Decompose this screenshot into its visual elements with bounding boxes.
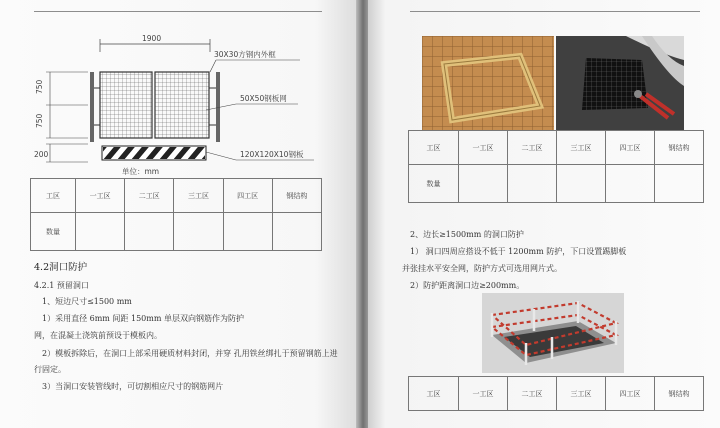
paragraph-line: 2、边长≥1500mm 的洞口防护 [410,230,524,239]
table-header-cell: 工区 [409,131,459,165]
table-header-cell: 二工区 [508,377,557,411]
table-header-cell: 四工区 [606,377,655,411]
left-quantity-table [30,178,322,251]
table-header-cell: 三工区 [557,377,606,411]
left-post [90,72,94,142]
hole-cover-grid-photo [556,36,684,130]
table-header-row [409,131,704,165]
paragraph-line: 行固定。 [34,365,66,374]
frame-label: 30X30方钢内外框 [214,50,276,59]
paragraph-line: 1）采用直径 6mm 间距 150mm 单层双向钢筋作为防护 [42,314,244,323]
table-header-row [409,377,704,411]
height-label-bottom: 750 [35,113,44,128]
paragraph-line: 3）当洞口安装管线时，可切割相应尺寸的钢筋网片 [42,382,224,391]
height-label-top: 750 [35,79,44,94]
right-bottom-table [408,376,704,411]
mesh-label: 50X50钢板网 [240,94,287,103]
table-header-cell: 工区 [31,179,76,213]
hole-guardrail-photo [482,293,624,373]
table-header-cell: 二工区 [125,179,174,213]
right-post [216,72,220,142]
table-header-cell: 钢结构 [655,377,704,411]
base-plate-label: 120X120X10钢板 [240,150,304,159]
right-page [368,0,720,428]
table-header-cell: 四工区 [223,179,272,213]
header-rule [34,11,322,12]
table-row-label: 数量 [409,165,459,203]
paragraph-line: 2）防护距离洞口边≥200mm。 [410,281,525,290]
base-height-label: 200 [34,150,49,159]
fence-panel-diagram [30,30,330,178]
table-row-label: 数量 [31,213,76,251]
unit-label: 单位：mm [122,167,160,176]
table-header-cell: 三工区 [174,179,223,213]
section-heading: 4.2洞口防护 [34,262,88,273]
table-header-cell: 工区 [409,377,459,411]
table-header-cell: 二工区 [508,131,557,165]
paragraph-line: 网，在混凝土浇筑前预设于模板内。 [34,331,162,340]
table-header-cell: 一工区 [76,179,125,213]
paragraph-line: 2）模板拆除后，在洞口上部采用硬质材料封闭，并穿 孔用铁丝绑扎于预留钢筋上进 [42,349,338,358]
subsection-heading: 4.2.1 预留洞口 [34,281,89,290]
mesh-panel-left [100,72,152,138]
width-dimension-label: 1900 [142,34,162,43]
hole-cover-frame-photo [422,36,554,130]
left-page [0,0,358,428]
paragraph-line: 1） 洞口四周应搭设不低于 1200mm 防护，下口设置踢脚板 [410,247,627,256]
right-quantity-table [408,130,704,203]
base-plate-hatch [103,147,205,159]
table-header-row [31,179,322,213]
paragraph-line: 1、短边尺寸≤1500 mm [42,297,132,306]
header-rule [410,11,700,12]
mesh-panel-right [155,72,209,138]
table-header-cell: 钢结构 [655,131,704,165]
table-header-cell: 一工区 [459,377,508,411]
table-row [31,213,322,251]
table-header-cell: 钢结构 [272,179,321,213]
table-header-cell: 三工区 [557,131,606,165]
paragraph-line: 并张挂水平安全网，防护方式可选用网片式。 [402,264,562,273]
table-row [409,165,704,203]
table-header-cell: 一工区 [459,131,508,165]
table-header-cell: 四工区 [606,131,655,165]
